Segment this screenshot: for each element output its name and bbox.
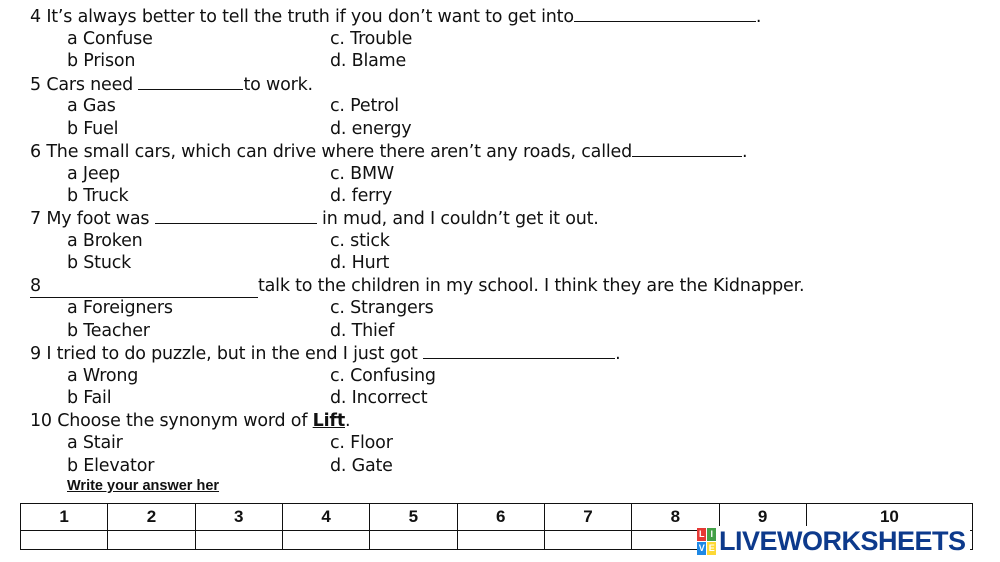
option-a: a Stair — [67, 433, 123, 453]
answer-input-cell[interactable] — [457, 531, 544, 550]
logo-letter: I — [707, 528, 716, 541]
question-text-end: . — [615, 344, 621, 364]
answer-instruction: Write your answer her — [67, 478, 220, 494]
question-text-end: . — [755, 7, 762, 27]
liveworksheets-logo — [697, 526, 970, 556]
answer-input-cell[interactable] — [282, 531, 369, 550]
question-number: 8 — [30, 276, 41, 296]
option-c: c. Floor — [330, 433, 393, 453]
answer-number-cell: 6 — [457, 504, 544, 531]
option-a: a Jeep — [67, 164, 120, 184]
liveworksheets-logo-icon — [697, 528, 716, 555]
keyword-lift: Lift — [312, 411, 345, 431]
question-text-end: to work. — [243, 75, 313, 95]
answer-number-cell: 5 — [370, 504, 457, 531]
answer-blank[interactable] — [155, 207, 317, 224]
answer-input-cell[interactable] — [370, 531, 457, 550]
logo-letter: E — [708, 542, 715, 553]
option-d: d. Gate — [330, 456, 393, 476]
option-b: b Teacher — [67, 321, 150, 341]
question-text-end: talk to the children in my school. I think they are the Kidnapper. — [258, 276, 805, 296]
answer-number-cell: 10 — [806, 504, 972, 531]
question-text: My foot was — [46, 209, 150, 229]
question-text-end: . — [742, 142, 748, 162]
question-text: I tried to do puzzle, but in the end I just got — [46, 344, 418, 364]
option-a: a Confuse — [67, 29, 153, 49]
question-number: 9 — [30, 344, 41, 364]
option-b: b Truck — [67, 186, 129, 206]
question-9 — [30, 342, 620, 365]
question-4 — [30, 5, 761, 28]
answer-number-cell: 4 — [282, 504, 369, 531]
option-c: c. Strangers — [330, 298, 434, 318]
question-text: Choose the synonym word of — [57, 411, 308, 431]
answer-number-cell: 3 — [195, 504, 282, 531]
option-c: c. BMW — [330, 164, 394, 184]
option-d: d. Blame — [330, 51, 407, 71]
option-b: b Stuck — [67, 253, 132, 273]
answer-input-cell[interactable] — [108, 531, 195, 550]
question-text: Cars need — [46, 75, 134, 95]
answer-number-cell: 8 — [632, 504, 719, 531]
answer-number-cell: 7 — [544, 504, 631, 531]
liveworksheets-wordmark: LIVEWORKSHEETS — [719, 525, 966, 556]
option-d: d. Hurt — [330, 253, 390, 273]
option-a: a Broken — [67, 231, 143, 251]
option-a: a Gas — [67, 96, 116, 116]
option-c: c. Trouble — [330, 29, 413, 49]
answer-number-cell: 1 — [21, 504, 108, 531]
option-c: c. Petrol — [330, 96, 399, 116]
option-c: c. Confusing — [330, 366, 436, 386]
answer-blank[interactable] — [138, 73, 243, 90]
option-d: d. energy — [330, 119, 412, 139]
question-6 — [30, 140, 747, 163]
question-5 — [30, 73, 313, 96]
answer-blank[interactable] — [632, 140, 742, 157]
question-number: 4 — [30, 7, 41, 27]
logo-letter: V — [698, 542, 705, 553]
answer-input-cell[interactable] — [195, 531, 282, 550]
answer-number-cell: 2 — [108, 504, 195, 531]
question-text-end: . — [345, 411, 351, 431]
question-7 — [30, 207, 599, 230]
answer-blank[interactable] — [574, 5, 756, 22]
question-8 — [30, 275, 804, 298]
question-number: 7 — [30, 209, 41, 229]
option-b: b Elevator — [67, 456, 155, 476]
answer-number-cell: 9 — [719, 504, 806, 531]
answer-input-cell[interactable] — [544, 531, 631, 550]
question-text: The small cars, which can drive where there aren’t any roads, called — [46, 142, 632, 162]
option-d: d. ferry — [330, 186, 392, 206]
question-10 — [30, 410, 350, 432]
question-text-end: in mud, and I couldn’t get it out. — [322, 209, 599, 229]
option-b: b Prison — [67, 51, 136, 71]
question-number: 5 — [30, 75, 41, 95]
answer-input-cell[interactable] — [21, 531, 108, 550]
option-d: d. Incorrect — [330, 388, 428, 408]
option-b: b Fuel — [67, 119, 119, 139]
question-number: 10 — [30, 411, 52, 431]
option-c: c. stick — [330, 231, 390, 251]
option-a: a Wrong — [67, 366, 139, 386]
option-a: a Foreigners — [67, 298, 173, 318]
question-text: It’s always better to tell the truth if you don’t want to get into — [46, 7, 574, 27]
option-b: b Fail — [67, 388, 112, 408]
logo-letter: L — [699, 528, 704, 539]
answer-blank[interactable] — [30, 275, 258, 298]
answer-blank[interactable] — [423, 342, 615, 359]
question-number: 6 — [30, 142, 41, 162]
option-d: d. Thief — [330, 321, 395, 341]
